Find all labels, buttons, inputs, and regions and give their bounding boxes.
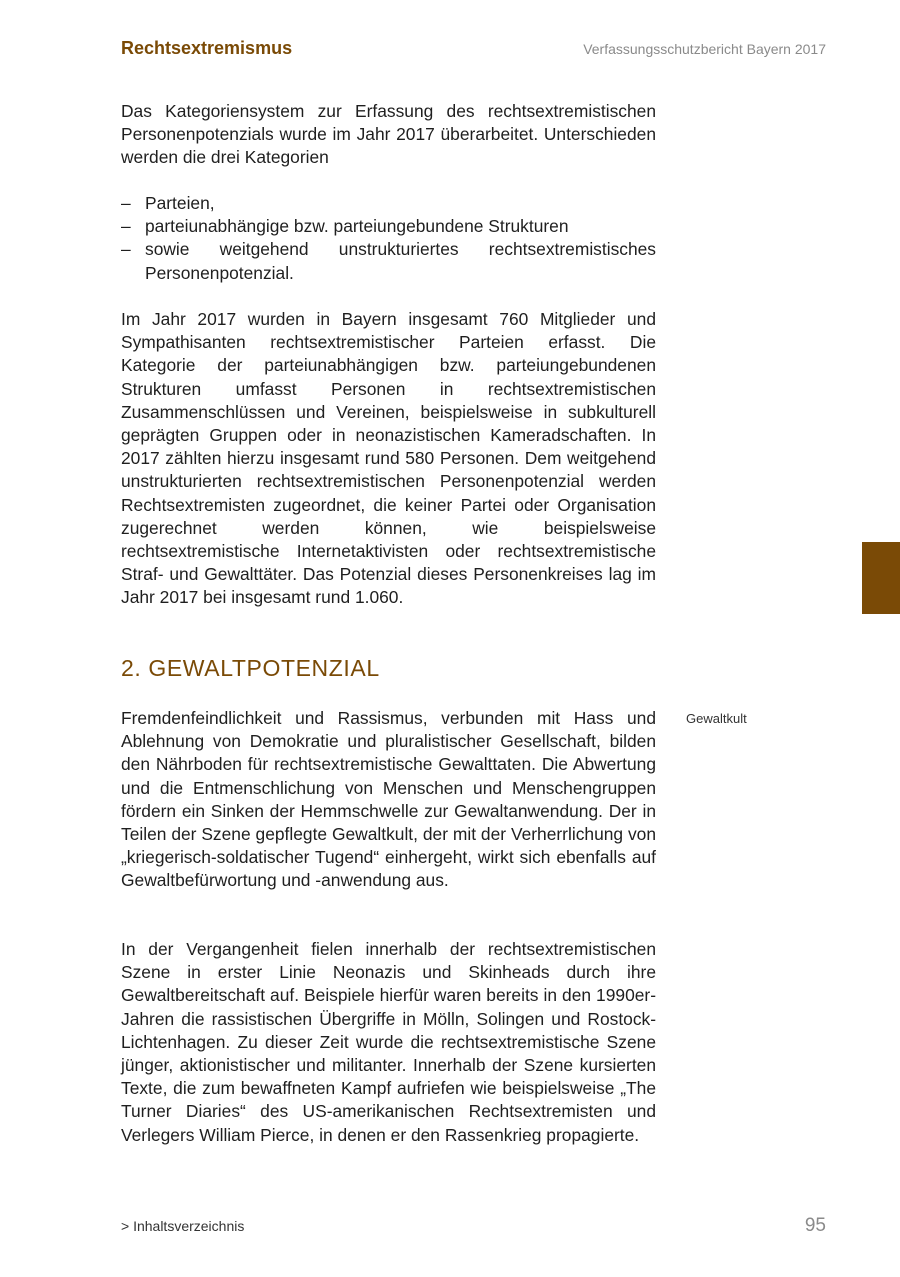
list-item bbox=[121, 192, 656, 215]
margin-note: Gewaltkult bbox=[686, 711, 747, 726]
history-paragraph: In der Vergangenheit fielen innerhalb der rechtsextremistischen Szene in erster Linie Neonazis und Skinheads durch ihre Gewaltbereitschaft auf. Beispiele hierfür waren bereits in den 1990er-Jahren die rassistischen Übergriffe in Mölln, Solingen und Rostock-Lichtenhagen. Zu dieser Zeit wurde die rechtsextremistische Szene jünger, aktionistischer und militanter. Innerhalb der Szene kursierten Texte, die zum bewaffneten Kampf aufriefen wie beispielsweise „The Turner Diaries“ des US-amerikanischen Rechtsextremisten und Verlegers William Pierce, in denen er den Rassenkrieg propagierte. bbox=[121, 939, 656, 1145]
section-heading: 2. GEWALTPOTENZIAL bbox=[121, 655, 380, 681]
list-item bbox=[121, 238, 656, 284]
bullet-dash: – bbox=[121, 193, 131, 213]
category-list bbox=[121, 192, 656, 285]
list-item-text: Parteien, bbox=[145, 193, 215, 213]
page-number: 95 bbox=[804, 1215, 826, 1236]
bullet-dash: – bbox=[121, 239, 131, 260]
list-item-text: parteiunabhängige bzw. parteiungebundene Strukturen bbox=[145, 216, 569, 237]
bullet-dash: – bbox=[121, 216, 131, 237]
table-of-contents-link[interactable]: > Inhaltsverzeichnis bbox=[121, 1218, 245, 1234]
list-item bbox=[121, 215, 656, 238]
violence-paragraph: Fremdenfeindlichkeit und Rassismus, verbunden mit Hass und Ablehnung von Demokratie und pluralistischer Gesellschaft, bilden den Nährboden für rechtsextremistische Gewalttaten. Die Abwertung und die Entmenschlichung von Menschen und Menschengruppen fördern ein Sinken der Hemmschwelle zur Gewaltanwendung. Der in Teilen der Szene gepflegte Gewaltkult, der mit der Verherrlichung von „kriegerisch-soldatischer Tugend“ einhergeht, wirkt sich ebenfalls auf Gewaltbefürwortung und -anwendung aus. bbox=[121, 708, 656, 891]
counts-paragraph: Im Jahr 2017 wurden in Bayern insgesamt 760 Mitglieder und Sympathisanten rechtsextremistischer Parteien erfasst. Die Kategorie der parteiunabhängigen bzw. parteiungebundenen Strukturen umfasst Personen in rechtsextremistischen Zusammenschlüssen und Vereinen, beispielsweise in subkulturell geprägten Gruppen oder in neonazistischen Kameradschaften. In 2017 zählten hierzu insgesamt rund 580 Personen. Dem weitgehend unstrukturierten rechtsextremistischen Personenpotenzial werden Rechtsextremisten zugeordnet, die keiner Partei oder Organisation zugerechnet werden können, wie beispielsweise rechtsextremistische Internetaktivisten oder rechtsextremistische Straf- und Gewalttäter. Das Potenzial dieses Personenkreises lag im Jahr 2017 bei insgesamt rund 1.060. bbox=[121, 309, 656, 608]
running-header-report-title: Verfassungsschutzbericht Bayern 2017 bbox=[583, 41, 826, 57]
intro-paragraph: Das Kategoriensystem zur Erfassung des rechtsextremistischen Personenpotenzials wurde im Jahr 2017 überarbeitet. Unterschieden werden die drei Kategorien bbox=[121, 101, 656, 168]
running-header-section: Rechtsextremismus bbox=[121, 38, 293, 58]
list-item-text: sowie weitgehend unstrukturiertes rechtsextremistisches Personenpotenzial. bbox=[145, 239, 656, 283]
chapter-tab-marker bbox=[862, 542, 900, 614]
